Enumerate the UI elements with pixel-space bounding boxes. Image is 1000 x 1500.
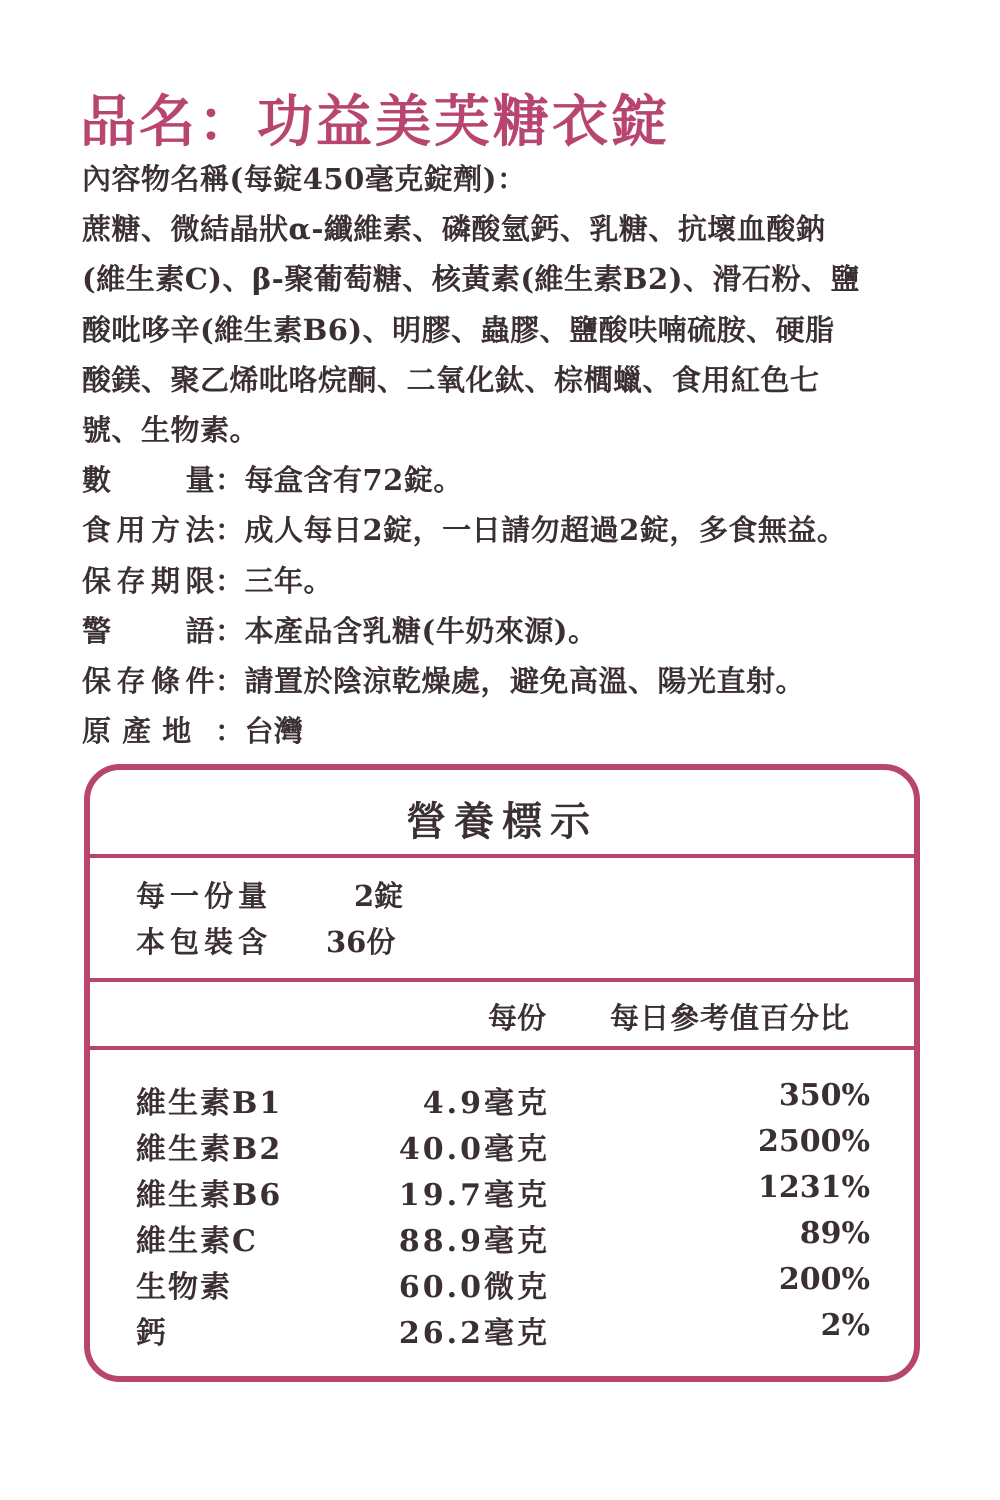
nutrient-amount: 19.7毫克 xyxy=(398,1178,550,1213)
servings-per-pack-label: 本包裝含 xyxy=(136,925,273,959)
servings-per-pack-value: 36份 xyxy=(326,925,396,959)
shelf-life-label: 保存期限 xyxy=(82,563,215,598)
shelf-life-row xyxy=(82,556,932,606)
nutrient-amount: 88.9毫克 xyxy=(398,1224,550,1259)
nutrient-percent: 2500% xyxy=(757,1124,870,1159)
nutrient-row xyxy=(90,1078,914,1124)
storage-value: ：請置於陰涼乾燥處，避免高溫、陽光直射。 xyxy=(215,663,806,698)
ingredients-line: 號、生物素。 xyxy=(82,412,260,447)
origin-value: ：台灣 xyxy=(215,714,304,749)
nutrient-name: 維生素C xyxy=(136,1224,258,1259)
nutrient-amount: 4.9毫克 xyxy=(422,1086,550,1121)
nutrient-percent: 200% xyxy=(778,1262,870,1297)
ingredients-heading: 內容物名稱(每錠450毫克錠劑)： xyxy=(82,162,527,196)
nutrient-name: 維生素B2 xyxy=(136,1132,283,1167)
ingredients-line: (維生素C)、β-聚葡萄糖、核黃素(維生素B2)、滑石粉、鹽 xyxy=(82,262,860,297)
origin-row xyxy=(82,706,932,756)
divider xyxy=(90,854,914,858)
daily-value-header: 每日參考值百分比 xyxy=(610,1001,851,1035)
servings-per-pack-row xyxy=(136,920,395,961)
storage-row xyxy=(82,656,932,706)
shelf-life-value: ：三年。 xyxy=(215,563,334,598)
usage-value: ：成人每日2錠，一日請勿超過2錠，多食無益。 xyxy=(215,513,847,548)
nutrient-row xyxy=(90,1308,914,1354)
nutrient-amount: 60.0微克 xyxy=(398,1270,550,1305)
ingredients-line: 酸吡哆辛(維生素B6)、明膠、蟲膠、鹽酸呋喃硫胺、硬脂 xyxy=(82,312,835,347)
nutrient-row xyxy=(90,1262,914,1308)
nutrient-percent: 1231% xyxy=(757,1170,870,1205)
nutrient-row xyxy=(90,1124,914,1170)
quantity-label: 數量 xyxy=(82,463,215,498)
nutrient-percent: 89% xyxy=(799,1216,870,1251)
ingredients-line: 酸鎂、聚乙烯吡咯烷酮、二氧化鈦、棕櫚蠟、食用紅色七 xyxy=(82,362,820,397)
nutrient-row xyxy=(90,1170,914,1216)
usage-row xyxy=(82,505,932,555)
nutrient-name: 維生素B6 xyxy=(136,1178,283,1213)
nutrition-title: 營養標示 xyxy=(406,798,598,845)
serving-size-value: 2錠 xyxy=(354,879,404,913)
quantity-value: ：每盒含有72錠。 xyxy=(215,463,463,498)
usage-label: 食用方法 xyxy=(82,513,215,548)
product-title: 品名：功益美芙糖衣錠 xyxy=(80,89,670,155)
ingredients-line: 蔗糖、微結晶狀α-纖維素、磷酸氫鈣、乳糖、抗壞血酸鈉 xyxy=(82,212,826,247)
divider xyxy=(90,978,914,982)
storage-label: 保存條件 xyxy=(82,663,215,698)
serving-size-label: 每一份量 xyxy=(136,879,273,913)
quantity-row xyxy=(82,455,932,505)
per-serving-header: 每份 xyxy=(488,1001,547,1035)
origin-label: 原 產 地 xyxy=(82,714,192,749)
nutrient-amount: 40.0毫克 xyxy=(398,1132,550,1167)
warning-row xyxy=(82,606,932,656)
product-info xyxy=(82,154,932,756)
nutrient-name: 生物素 xyxy=(136,1270,232,1305)
nutrient-percent: 2% xyxy=(820,1308,870,1343)
nutrient-name: 維生素B1 xyxy=(136,1086,283,1121)
nutrient-row xyxy=(90,1216,914,1262)
nutrient-percent: 350% xyxy=(778,1078,870,1113)
warning-value: ：本產品含乳糖(牛奶來源)。 xyxy=(215,613,598,648)
divider xyxy=(90,1046,914,1050)
warning-label: 警語 xyxy=(82,613,215,648)
nutrient-amount: 26.2毫克 xyxy=(398,1316,550,1351)
nutrition-panel xyxy=(84,764,920,1382)
nutrient-name: 鈣 xyxy=(136,1316,168,1351)
serving-size-row xyxy=(136,874,403,915)
